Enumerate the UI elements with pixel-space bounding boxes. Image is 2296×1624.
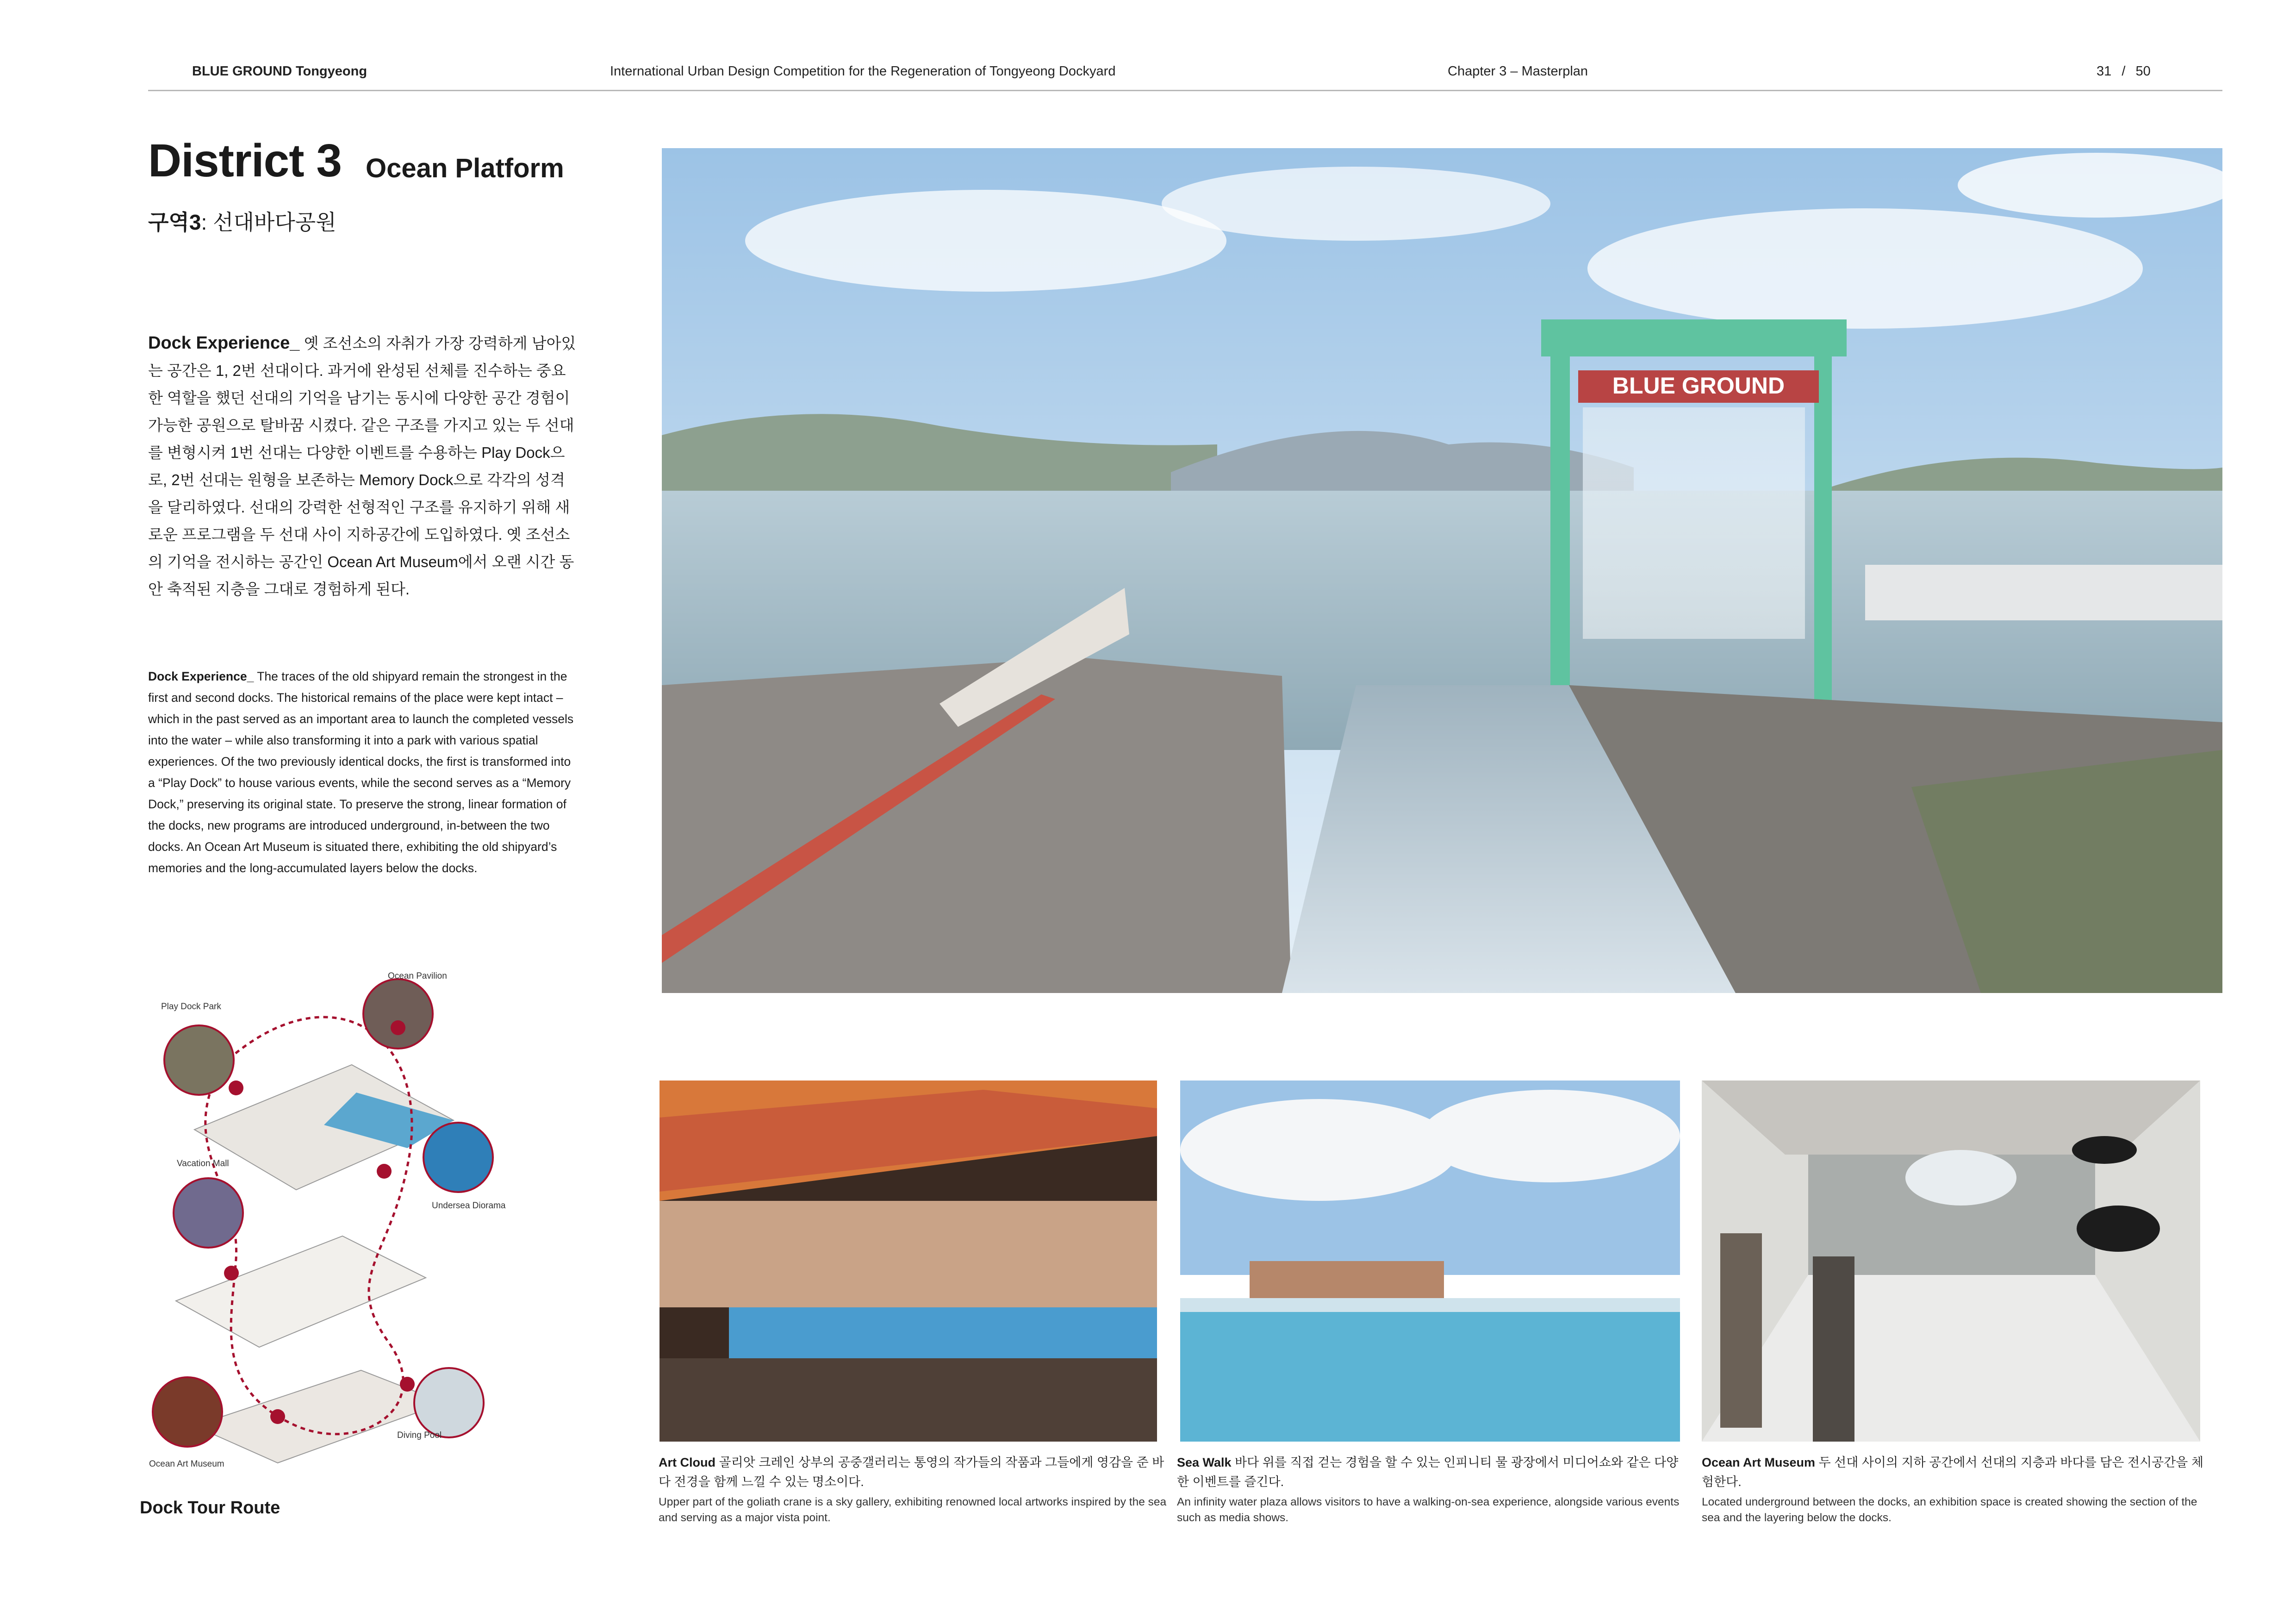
art-cloud-text-kr: 골리앗 크레인 상부의 공중갤러리는 통영의 작가들의 작품과 그들에게 영감을 준 바다 전경을 함께 느낄 수 있는 명소이다. — [659, 1455, 1164, 1489]
english-description-heading: Dock Experience_ — [148, 669, 254, 683]
sea-walk-heading: Sea Walk — [1177, 1455, 1232, 1469]
cloud — [1421, 1090, 1680, 1182]
page-subtitle: Ocean Platform — [366, 153, 564, 183]
undersea-diorama-photo — [423, 1123, 493, 1192]
page-number — [2097, 64, 2151, 79]
page-current: 31 — [2097, 64, 2112, 79]
whale-sculpture — [1905, 1150, 2016, 1206]
korean-title-label: 구역3 — [148, 210, 201, 234]
korean-description — [148, 330, 579, 603]
cloud — [1587, 208, 2143, 329]
middle-level — [176, 1236, 426, 1347]
infinity-pool — [1180, 1307, 1680, 1442]
route-stop — [224, 1266, 239, 1280]
english-description — [148, 666, 579, 879]
route-stop — [270, 1409, 285, 1424]
header-competition: International Urban Design Competition for the Regeneration of Tongyeong Dockyard — [610, 64, 1116, 79]
cloud — [1958, 153, 2222, 218]
ocean-art-museum-text-kr: 두 선대 사이의 지하 공간에서 선대의 지층과 바다를 담은 전시공간을 체험한다. — [1702, 1455, 2203, 1489]
route-stop — [400, 1377, 415, 1392]
label-diving-pool: Diving Pool — [397, 1430, 442, 1440]
sea-walk-text-kr: 바다 위를 직접 걷는 경험을 할 수 있는 인피니티 물 광장에서 미디어쇼와 같은 다양한 이벤트를 즐긴다. — [1177, 1455, 1679, 1489]
art-cloud-render — [660, 1081, 1157, 1442]
waterfall — [1583, 407, 1805, 639]
korean-description-text: 옛 조선소의 자취가 가장 강력하게 남아있는 공간은 1, 2번 선대이다. 과거에 완성된 선체를 진수하는 중요한 역할을 했던 선대의 기억을 남기는 동시에 다양한 공간 경험이 가능한 공원으로 탈바꿈 시켰다. 같은 구조를 가지고 있는 두 선대를 변형시켜 1번 선대는 다양한 이벤트를 수용하는 Play Dock으로, 2번 선대는 원형을 보존하는 Memory Dock으로 각각의 성격을 달리하였다. 선대의 강력한 선형적인 구조를 유지하기 위해 새로운 프로그램을 두 선대 사이 지하공간에 도입하였다. 옛 조선소의 기억을 전시하는 공간인 Ocean Art Museum에서 오랜 시간 동안 축적된 지층을 그대로 경험하게 된다. — [148, 335, 576, 598]
dock-tour-diagram — [148, 972, 518, 1481]
hero-rendering — [662, 148, 2222, 993]
ocean-art-museum-caption-en: Located underground between the docks, an exhibition space is created showing the section of the sea and the layering below the docks. — [1702, 1496, 2197, 1524]
dock-tour-diagram-image — [148, 972, 518, 1481]
korean-title-name: : 선대바다공원 — [201, 210, 336, 234]
orca-sculpture — [2077, 1206, 2160, 1252]
sea-walk-caption-kr — [1177, 1453, 1686, 1492]
restaurant-tables — [660, 1358, 1157, 1442]
route-stop — [391, 1020, 405, 1035]
ocean-art-museum-heading: Ocean Art Museum — [1702, 1455, 1816, 1469]
art-cloud-caption-en: Upper part of the goliath crane is a sky gallery, exhibiting renowned local artworks inspired by the sea and serving as a major vista point. — [659, 1496, 1167, 1524]
cloud — [1180, 1099, 1458, 1201]
korean-description-heading: Dock Experience_ — [148, 333, 300, 353]
ocean-art-museum-caption-kr — [1702, 1453, 2211, 1492]
diving-pool-photo — [414, 1368, 484, 1437]
cloud — [745, 190, 1226, 292]
english-description-text: The traces of the old shipyard remain the strongest in the first and second docks. The historical remains of the place were kept intact –which in the past served as an important area to launch the completed vessels into the water – while also transforming it into a park with various spatial experiences. Of the two previously identical docks, the first is transformed into a “Play Dock” to house various events, while the second serves as a “Memory Dock,” preserving its original state. To preserve the strong, linear formation of the docks, new programs are introduced underground, in-between the two docks. An Ocean Art Museum is situated there, exhibiting the old shipyard’s memories and the long-accumulated layers below the docks. — [148, 669, 574, 875]
ocean-art-museum-photo — [153, 1377, 222, 1447]
art-cloud-image — [660, 1081, 1157, 1442]
cloud — [1162, 167, 1550, 241]
label-ocean-art-museum: Ocean Art Museum — [149, 1459, 224, 1469]
ocean-art-museum-image — [1702, 1081, 2200, 1442]
play-dock-park-photo — [164, 1025, 234, 1095]
label-vacation-mall: Vacation Mall — [177, 1159, 229, 1168]
ocean-art-museum-render — [1702, 1081, 2200, 1442]
header-brand: BLUE GROUND Tongyeong — [192, 64, 367, 79]
korean-title — [148, 206, 336, 236]
visitor — [1720, 1233, 1762, 1428]
art-cloud-caption-kr — [659, 1453, 1168, 1492]
waterfront-town — [1865, 565, 2222, 620]
sea-walk-render — [1180, 1081, 1680, 1442]
ocean-pavilion-photo — [363, 979, 433, 1049]
crane-sign-text: BLUE GROUND — [1612, 373, 1785, 399]
orca-sculpture — [2072, 1136, 2137, 1164]
header-divider — [148, 90, 2222, 91]
route-stop — [377, 1164, 392, 1179]
vacation-mall-photo — [174, 1178, 243, 1248]
header-chapter: Chapter 3 – Masterplan — [1448, 64, 1588, 79]
diagram-title: Dock Tour Route — [140, 1498, 280, 1518]
label-play-dock-park: Play Dock Park — [161, 1002, 221, 1012]
crane-beam — [1541, 319, 1847, 356]
sea-walk-caption-en: An infinity water plaza allows visitors to have a walking-on-sea experience, alongside various events such as media shows. — [1177, 1496, 1680, 1524]
label-undersea-diorama: Undersea Diorama — [432, 1201, 506, 1211]
route-stop — [229, 1081, 243, 1095]
sea-walk-image — [1180, 1081, 1680, 1442]
page-total: 50 — [2135, 64, 2151, 79]
label-ocean-pavilion: Ocean Pavilion — [388, 971, 447, 981]
visitor — [1813, 1256, 1854, 1442]
page-separator: / — [2122, 64, 2126, 79]
hero-rendering-image — [662, 148, 2222, 993]
art-cloud-heading: Art Cloud — [659, 1455, 716, 1469]
page-title: District 3 — [148, 135, 342, 187]
sunset-sea-view — [660, 1201, 1157, 1307]
